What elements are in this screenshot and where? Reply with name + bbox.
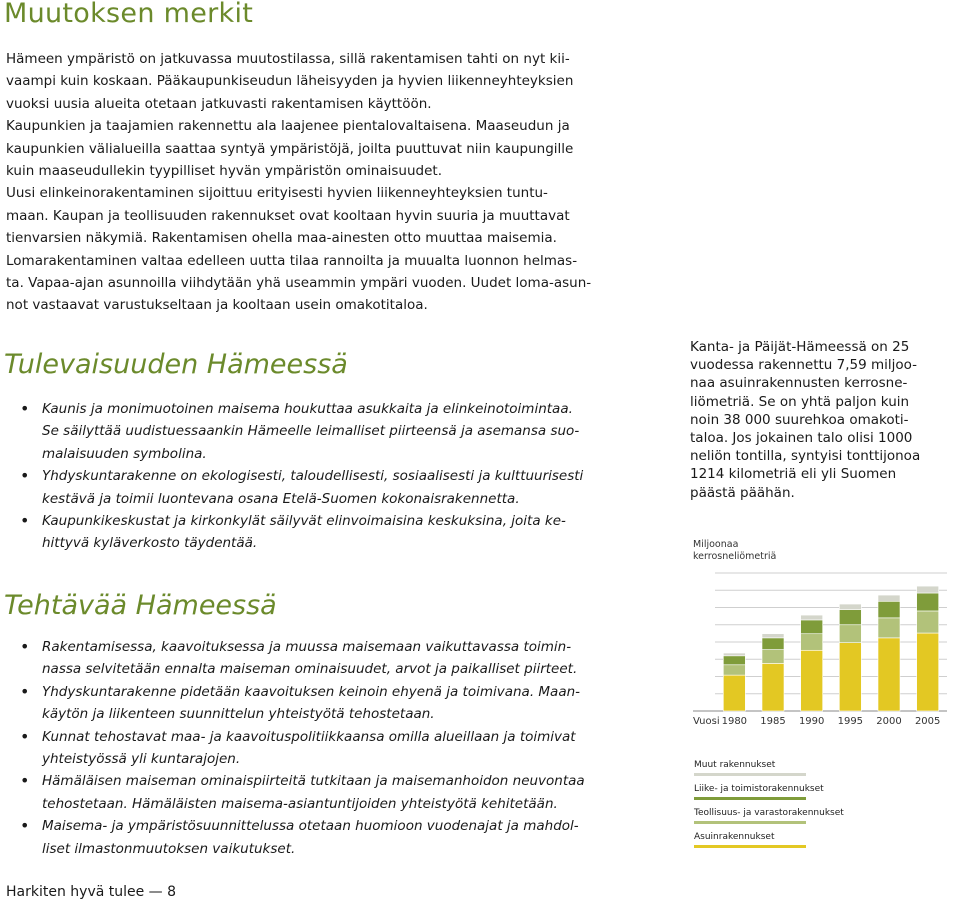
chart-x-tick-label: 2000 <box>876 716 902 727</box>
chart-bar-segment <box>801 650 823 711</box>
chart-legend-swatch <box>694 773 806 776</box>
chart-bar-segment <box>801 620 823 634</box>
chart-bar-segment <box>723 665 745 675</box>
chart-title-line2: kerrosneliömetriä <box>693 551 777 562</box>
intro-line: ta. Vapaa-ajan asunnoilla viihdytään yhä useammin ympäri vuoden. Uudet loma-asun- <box>6 275 592 292</box>
intro-line: vuoksi uusia alueita otetaan jatkuvasti rakentamisen käyttöön. <box>6 95 432 112</box>
chart-x-tick-label: 1995 <box>837 716 864 727</box>
page-footer: Harkiten hyvä tulee — 8 <box>6 884 177 900</box>
sidebar-line: vuodessa rakennettu 7,59 miljoo- <box>690 357 918 374</box>
future-heading: Tulevaisuuden Hämeessä <box>4 349 348 380</box>
chart-bar-segment <box>723 656 745 665</box>
chart-x-axis-label: Vuosi <box>693 716 720 727</box>
sidebar-line: neliön tontilla, syntyisi tonttijonoa <box>690 448 921 465</box>
future-bullet-item <box>6 398 626 465</box>
tasks-bullet-item <box>6 636 626 681</box>
future-bullet-list <box>6 398 626 555</box>
chart-bar-segment <box>917 611 939 633</box>
tasks-bullet-item <box>6 681 626 726</box>
chart-bar-segment <box>878 618 900 638</box>
bullet-line: Yhdyskuntarakenne on ekologisesti, taloudellisesti, sosiaalisesti ja kulttuurisesti <box>42 468 584 485</box>
chart-x-tick-label: 2005 <box>914 716 941 727</box>
chart-legend-swatch <box>694 821 806 824</box>
sidebar-line: 1214 kilometriä eli yli Suomen <box>690 466 897 483</box>
chart-title-line1: Miljoonaa <box>693 539 739 550</box>
intro-line: tienvarsien näkymiä. Rakentamisen ohella maa-ainesten otto muuttaa maisemia. <box>6 230 557 247</box>
bullet-line: liset ilmastonmuutoksen vaikutukset. <box>42 840 296 857</box>
chart-bar-segment <box>878 601 900 618</box>
chart-bar-segment <box>801 615 823 620</box>
bullet-line: tehostetaan. Hämäläisten maisema-asiantuntijoiden yhteistyötä kehitetään. <box>42 795 558 812</box>
intro-line: Lomarakentaminen valtaa edelleen uutta tilaa rannoilta ja muualta luonnon helmas- <box>6 252 578 269</box>
chart-bar-segment <box>839 604 861 610</box>
intro-line: vaampi kuin koskaan. Pääkaupunkiseudun läheisyyden ja hyvien liikenneyhteyksien <box>6 73 574 90</box>
chart-bar-segment <box>917 586 939 593</box>
chart-x-tick-label: 1980 <box>721 716 748 727</box>
chart-bar-segment <box>878 595 900 601</box>
sidebar-line: naa asuinrakennusten kerrosne- <box>690 375 908 392</box>
intro-line: not vastaavat varustukseltaan ja kooltaan usein omakotitaloa. <box>6 297 428 314</box>
chart-bar-segment <box>762 638 784 650</box>
bullet-line: Kunnat tehostavat maa- ja kaavoituspolitiikkaansa omilla alueillaan ja toimivat <box>42 728 576 745</box>
bullet-line: Yhdyskuntarakenne pidetään kaavoituksen keinoin ehyenä ja toimivana. Maan- <box>42 683 581 700</box>
intro-line: Kaupunkien ja taajamien rakennettu ala laajenee pientalovaltaisena. Maaseudun ja <box>6 118 570 135</box>
page-title: Muutoksen merkit <box>4 0 254 29</box>
chart-bar-segment <box>762 634 784 638</box>
bullet-line: Rakentamisessa, kaavoituksessa ja muussa maisemaan vaikuttavassa toimin- <box>42 639 572 655</box>
chart-legend-swatch <box>694 845 806 848</box>
sidebar-line: liömetriä. Se on yhtä paljon kuin <box>690 393 910 410</box>
bullet-line: Kaunis ja monimuotoinen maisema houkuttaa asukkaita ja elinkeinotoimintaa. <box>42 401 573 417</box>
intro-line: Uusi elinkeinorakentaminen sijoittuu erityisesti hyvien liikenneyhteyksien tuntu- <box>6 185 548 202</box>
sidebar-line: päästä päähän. <box>690 484 795 501</box>
intro-line: kuin maaseudullekin tyypilliset hyvän ympäristön ominaisuudet. <box>6 163 442 180</box>
chart-legend-swatch <box>694 797 806 800</box>
bullet-line: yhteistyössä yli kuntarajojen. <box>42 751 241 768</box>
chart-bar-segment <box>839 625 861 643</box>
bullet-line: malaisuuden symbolina. <box>42 445 207 462</box>
bullet-line: Kaupunkikeskustat ja kirkonkylät säilyvät elinvoimaisina keskuksina, joita ke- <box>42 513 566 530</box>
sidebar-line: noin 38 000 suurehkoa omakoti- <box>690 411 909 428</box>
tasks-heading: Tehtävää Hämeessä <box>4 590 277 621</box>
bullet-line: käytön ja liikenteen suunnittelun yhteistyötä tehostetaan. <box>42 706 435 723</box>
chart-bar-segment <box>839 610 861 625</box>
bullet-line: hittyvä kyläverkosto täydentää. <box>42 535 258 552</box>
chart-bar-segment <box>762 650 784 664</box>
tasks-bullet-item <box>6 726 626 771</box>
chart-bar-segment <box>723 675 745 711</box>
chart-legend-label: Teollisuus- ja varastorakennukset <box>694 808 844 818</box>
tasks-bullet-list <box>6 636 626 860</box>
bullet-line: kestävä ja toimii luontevana osana Etelä-Suomen kokonaisrakennetta. <box>42 490 520 507</box>
sidebar-line: taloa. Jos jokainen talo olisi 1000 <box>690 430 913 447</box>
chart-x-tick-label: 1985 <box>760 716 786 727</box>
chart-bar-segment <box>762 663 784 711</box>
chart-legend-label: Muut rakennukset <box>694 760 776 770</box>
chart-bar-segment <box>917 593 939 611</box>
bullet-line: nassa selvitetään ennalta maiseman ominaisuudet, arvot ja paikalliset piirteet. <box>42 661 578 678</box>
floor-area-chart <box>685 535 955 735</box>
chart-bar-segment <box>839 643 861 711</box>
future-bullet-item <box>6 510 626 555</box>
chart-legend-label: Asuinrakennukset <box>694 832 775 842</box>
chart-x-tick-label: 1990 <box>798 716 825 727</box>
intro-line: Hämeen ympäristö on jatkuvassa muutostilassa, sillä rakentamisen tahti on nyt kii- <box>6 51 570 67</box>
bullet-line: Hämäläisen maiseman ominaispiirteitä tutkitaan ja maisemanhoidon neuvontaa <box>42 773 585 790</box>
chart-bar-segment <box>878 638 900 711</box>
tasks-bullet-item <box>6 770 626 815</box>
chart-legend-label: Liike- ja toimistorakennukset <box>694 784 824 794</box>
bullet-line: Maisema- ja ympäristösuunnittelussa otetaan huomioon vuodenajat ja mahdol- <box>42 818 579 835</box>
intro-line: maan. Kaupan ja teollisuuden rakennukset ovat kooltaan hyvin suuria ja muuttavat <box>6 207 570 224</box>
chart-bar-segment <box>801 634 823 651</box>
tasks-bullet-item <box>6 815 626 860</box>
intro-line: kaupunkien välialueilla saattaa syntyä ympäristöjä, joilta puuttuvat niin kaupungille <box>6 140 574 157</box>
bullet-line: Se säilyttää uudistuessaankin Hämeelle leimalliset piirteensä ja asemansa suo- <box>42 423 580 440</box>
chart-bar-segment <box>723 653 745 656</box>
future-bullet-item <box>6 465 626 510</box>
chart-bar-segment <box>917 633 939 711</box>
sidebar-line: Kanta- ja Päijät-Hämeessä on 25 <box>690 339 910 355</box>
sidebar-fact-text <box>690 338 955 502</box>
intro-text <box>6 48 636 317</box>
